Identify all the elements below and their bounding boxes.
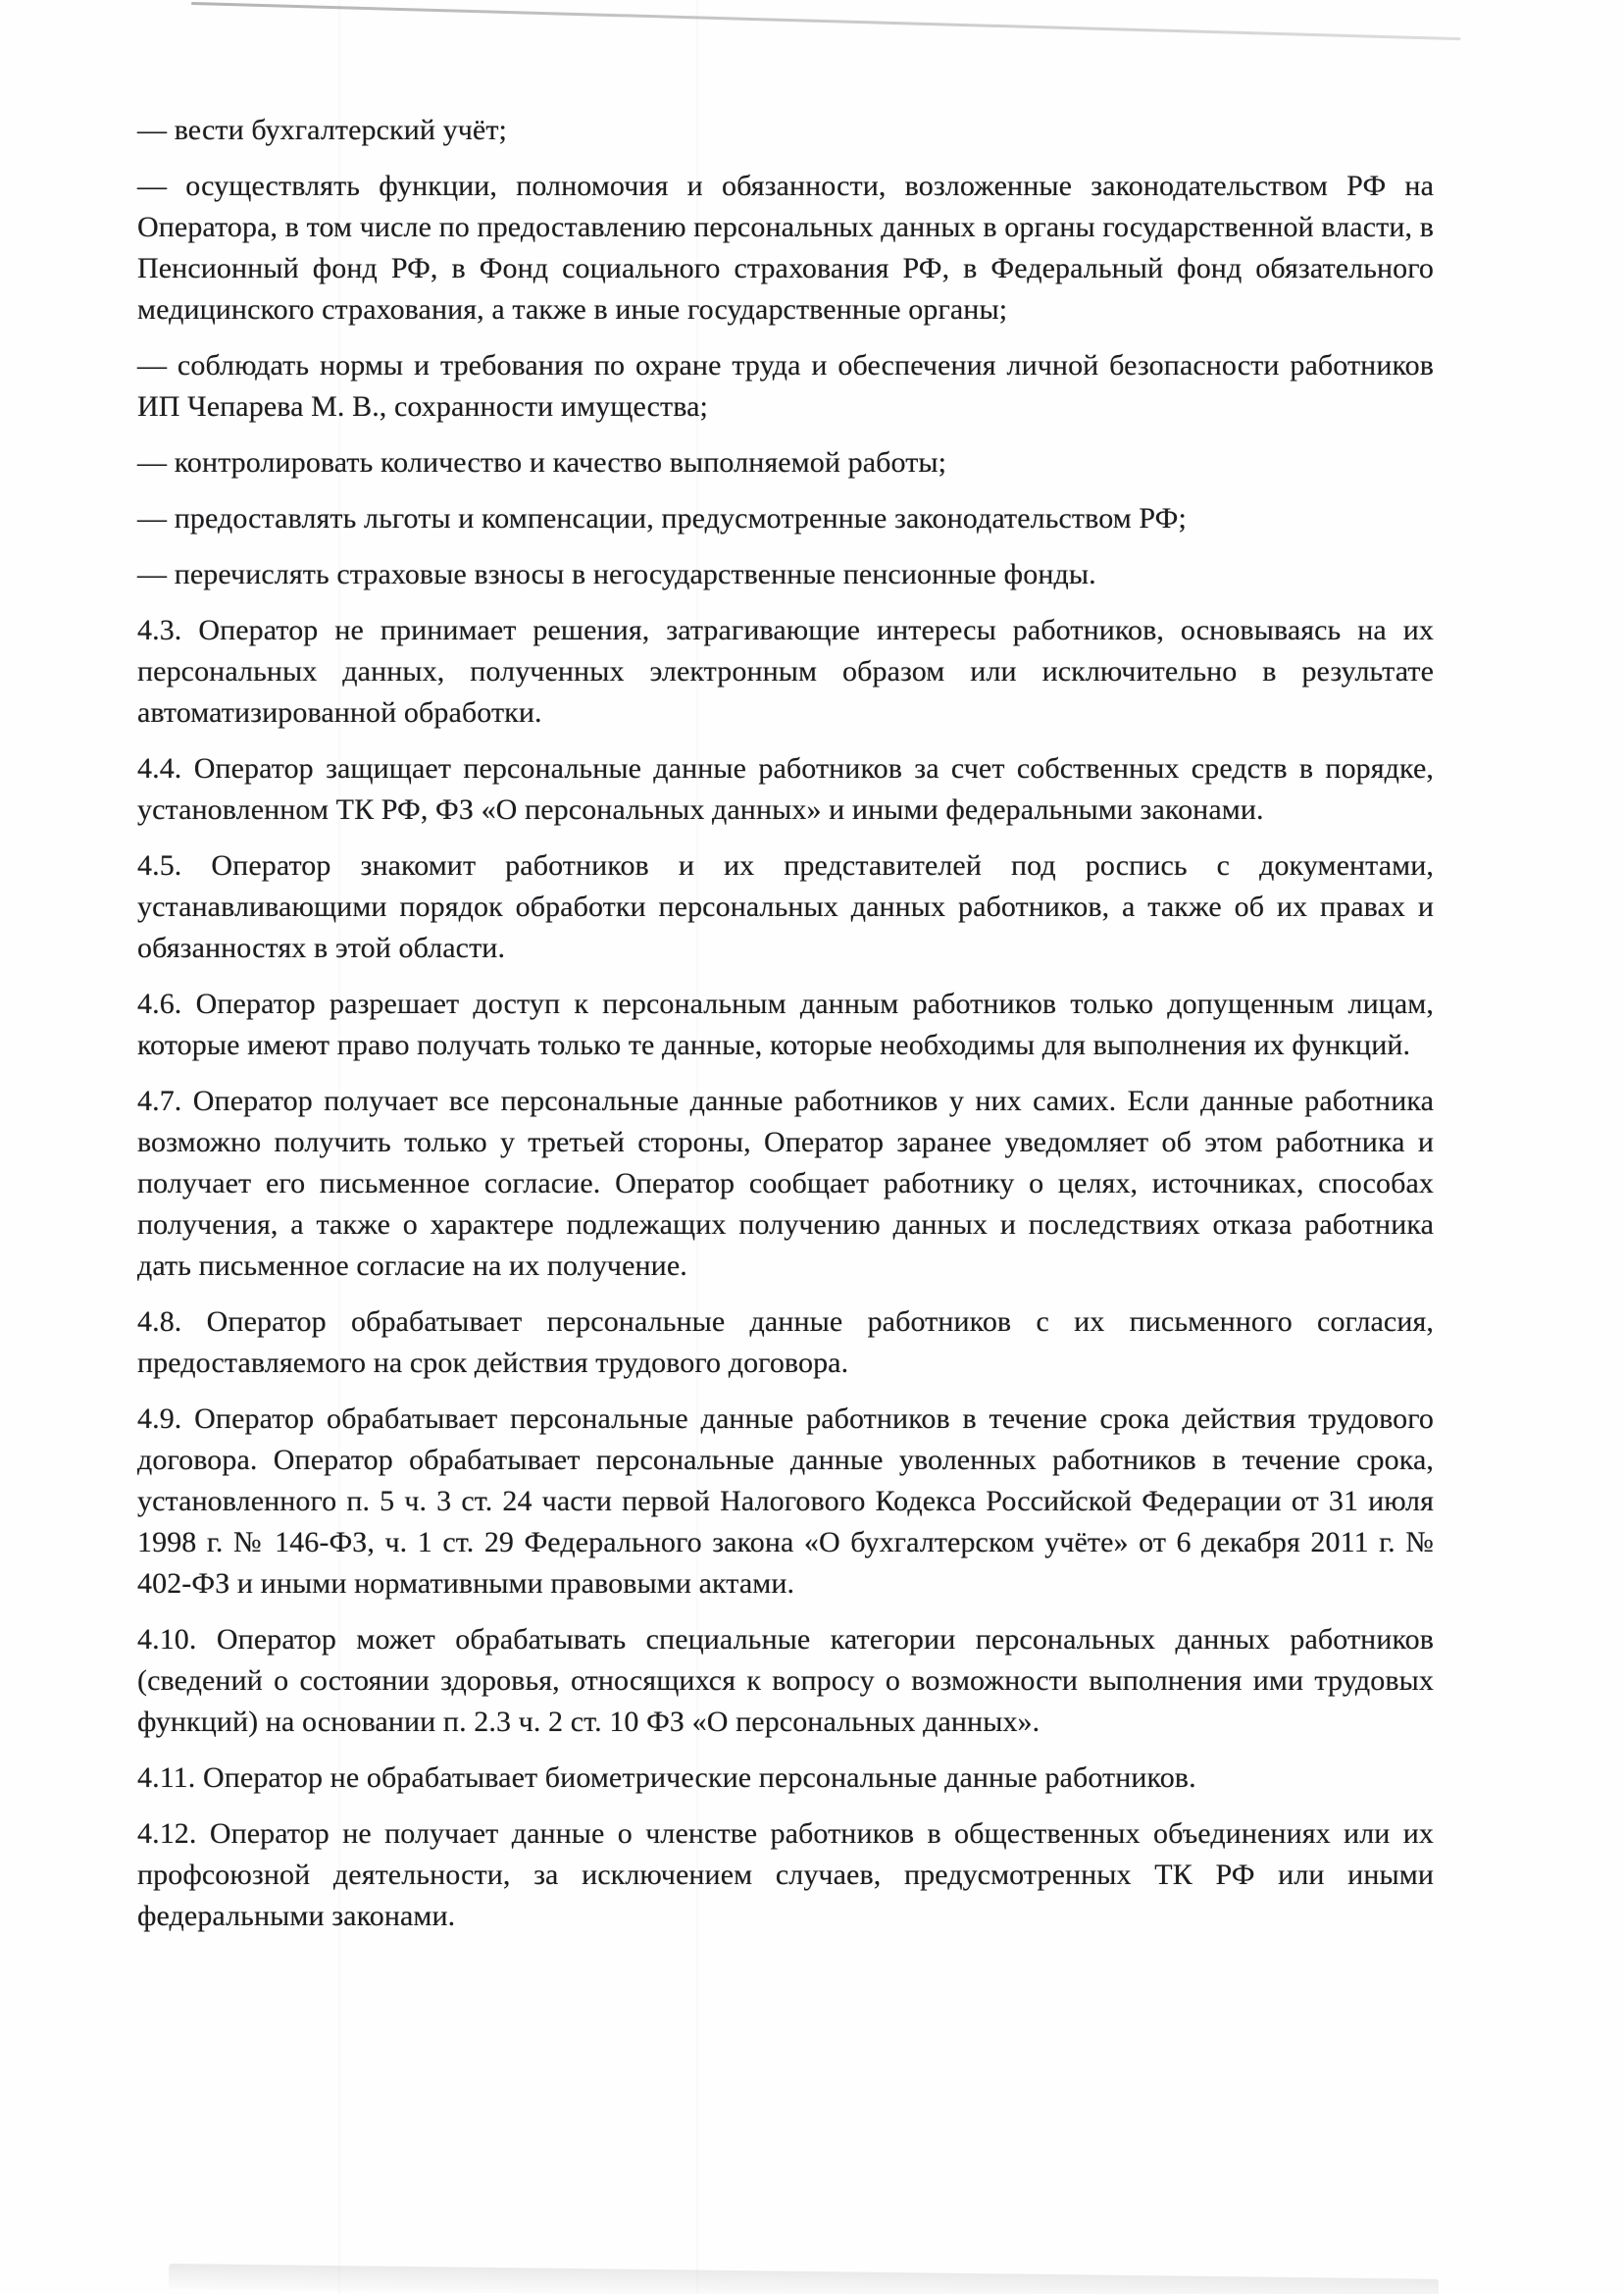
paragraph: — перечислять страховые взносы в негосударственные пенсионные фонды.: [137, 558, 1096, 590]
scan-top-edge-artifact: [191, 2, 1461, 40]
paragraph: 4.5. Оператор знакомит работников и их представителей под роспись с документами, устанавливающими порядок обработки персональных данных работников, а также об их правах и обязанностях в этой области.: [137, 849, 1434, 964]
paragraph: 4.10. Оператор может обрабатывать специальные категории персональных данных работников (сведений о состоянии здоровья, относящихся к вопросу о возможности выполнения ими трудовых функций) на основании п. 2.3 ч. 2 ст. 10 ФЗ «О персональных данных».: [137, 1623, 1434, 1738]
paragraph: — предоставлять льготы и компенсации, предусмотренные законодательством РФ;: [137, 502, 1187, 535]
paragraph: 4.7. Оператор получает все персональные данные работников у них самих. Если данные работника возможно получить только у третьей стороны, Оператор заранее уведомляет об этом работника и получает его письменное согласие. Оператор сообщает работнику о целях, источниках, способах получения, а также о характере подлежащих получению данных и последствиях отказа работника дать письменное согласие на их получение.: [137, 1085, 1434, 1282]
paragraph: — осуществлять функции, полномочия и обязанности, возложенные законодательством РФ на Оператора, в том числе по предоставлению персональных данных в органы государственной власти, в Пенсионный фонд РФ, в Фонд социального страхования РФ, в Федеральный фонд обязательного медицинского страхования, а также в иные государственные органы;: [137, 170, 1434, 326]
paragraph: 4.11. Оператор не обрабатывает биометрические персональные данные работников.: [137, 1761, 1196, 1794]
paragraph: — соблюдать нормы и требования по охране труда и обеспечения личной безопасности работников ИП Чепарева М. В., сохранности имущества;: [137, 349, 1434, 423]
scan-bottom-edge-shadow: [169, 2264, 1439, 2294]
paragraph: 4.8. Оператор обрабатывает персональные данные работников с их письменного согласия, предоставляемого на срок действия трудового договора.: [137, 1305, 1434, 1379]
paragraph: — вести бухгалтерский учёт;: [137, 114, 507, 146]
paragraph: 4.4. Оператор защищает персональные данные работников за счет собственных средств в порядке, установленном ТК РФ, ФЗ «О персональных данных» и иными федеральными законами.: [137, 752, 1434, 826]
paragraph: — контролировать количество и качество выполняемой работы;: [137, 446, 947, 479]
paragraph: 4.9. Оператор обрабатывает персональные данные работников в течение срока действия трудового договора. Оператор обрабатывает персональные данные уволенных работников в течение срока, установленного п. 5 ч. 3 ст. 24 части первой Налогового Кодекса Российской Федерации от 31 июля 1998 г. № 146-ФЗ, ч. 1 ст. 29 Федерального закона «О бухгалтерском учёте» от 6 декабря 2011 г. № 402-ФЗ и иными нормативными правовыми актами.: [137, 1402, 1434, 1600]
paragraph: 4.6. Оператор разрешает доступ к персональным данным работников только допущенным лицам, которые имеют право получать только те данные, которые необходимы для выполнения их функций.: [137, 988, 1434, 1061]
document-body: [137, 110, 1434, 1952]
paragraph: 4.12. Оператор не получает данные о членстве работников в общественных объединениях или их профсоюзной деятельности, за исключением случаев, предусмотренных ТК РФ или иными федеральными законами.: [137, 1817, 1434, 1932]
paragraph: 4.3. Оператор не принимает решения, затрагивающие интересы работников, основываясь на их персональных данных, полученных электронным образом или исключительно в результате автоматизированной обработки.: [137, 614, 1434, 729]
